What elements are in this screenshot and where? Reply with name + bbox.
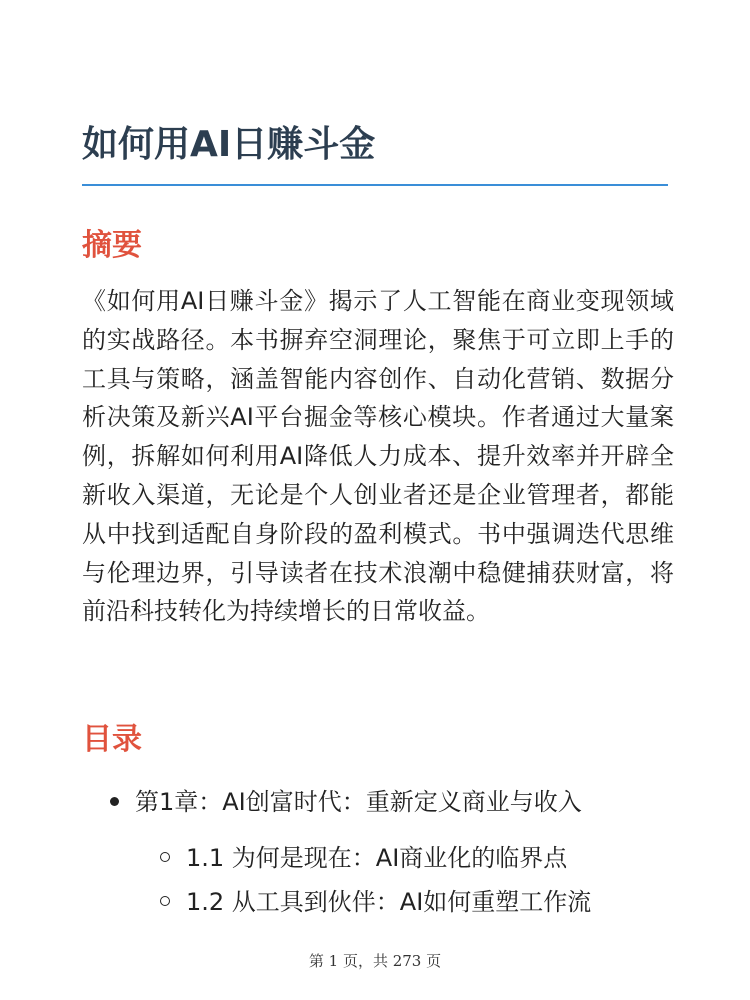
toc-item-label: 1.2 从工具到伙伴：AI如何重塑工作流 [186,888,592,916]
toc-item-label: 第1章：AI创富时代：重新定义商业与收入 [135,788,582,816]
toc-item-label: 1.1 为何是现在：AI商业化的临界点 [186,844,568,872]
toc-heading: 目录 [82,722,142,757]
abstract-heading: 摘要 [82,228,142,263]
bullet-circle-icon [160,896,170,906]
page-number-footer: 第 1 页，共 273 页 [308,952,442,970]
title-divider [82,184,668,186]
toc-item-section-1-2[interactable] [160,882,591,917]
toc-item-chapter-1[interactable] [110,782,582,817]
bullet-circle-icon [160,852,170,862]
bullet-disc-icon [110,797,119,806]
toc-item-section-1-1[interactable] [160,838,567,873]
abstract-paragraph: 《如何用AI日赚斗金》揭示了人工智能在商业变现领域的实战路径。本书摒弃空洞理论，聚焦于可立即上手的工具与策略，涵盖智能内容创作、自动化营销、数据分析决策及新兴AI平台掘金等核心模块。作者通过大量案例，拆解如何利用AI降低人力成本、提升效率并开辟全新收入渠道，无论是个人创业者还是企业管理者，都能从中找到适配自身阶段的盈利模式。书中强调迭代思维与伦理边界，引导读者在技术浪潮中稳健捕获财富，将前沿科技转化为持续增长的日常收益。 [82,287,674,626]
document-title: 如何用AI日赚斗金 [82,124,376,165]
